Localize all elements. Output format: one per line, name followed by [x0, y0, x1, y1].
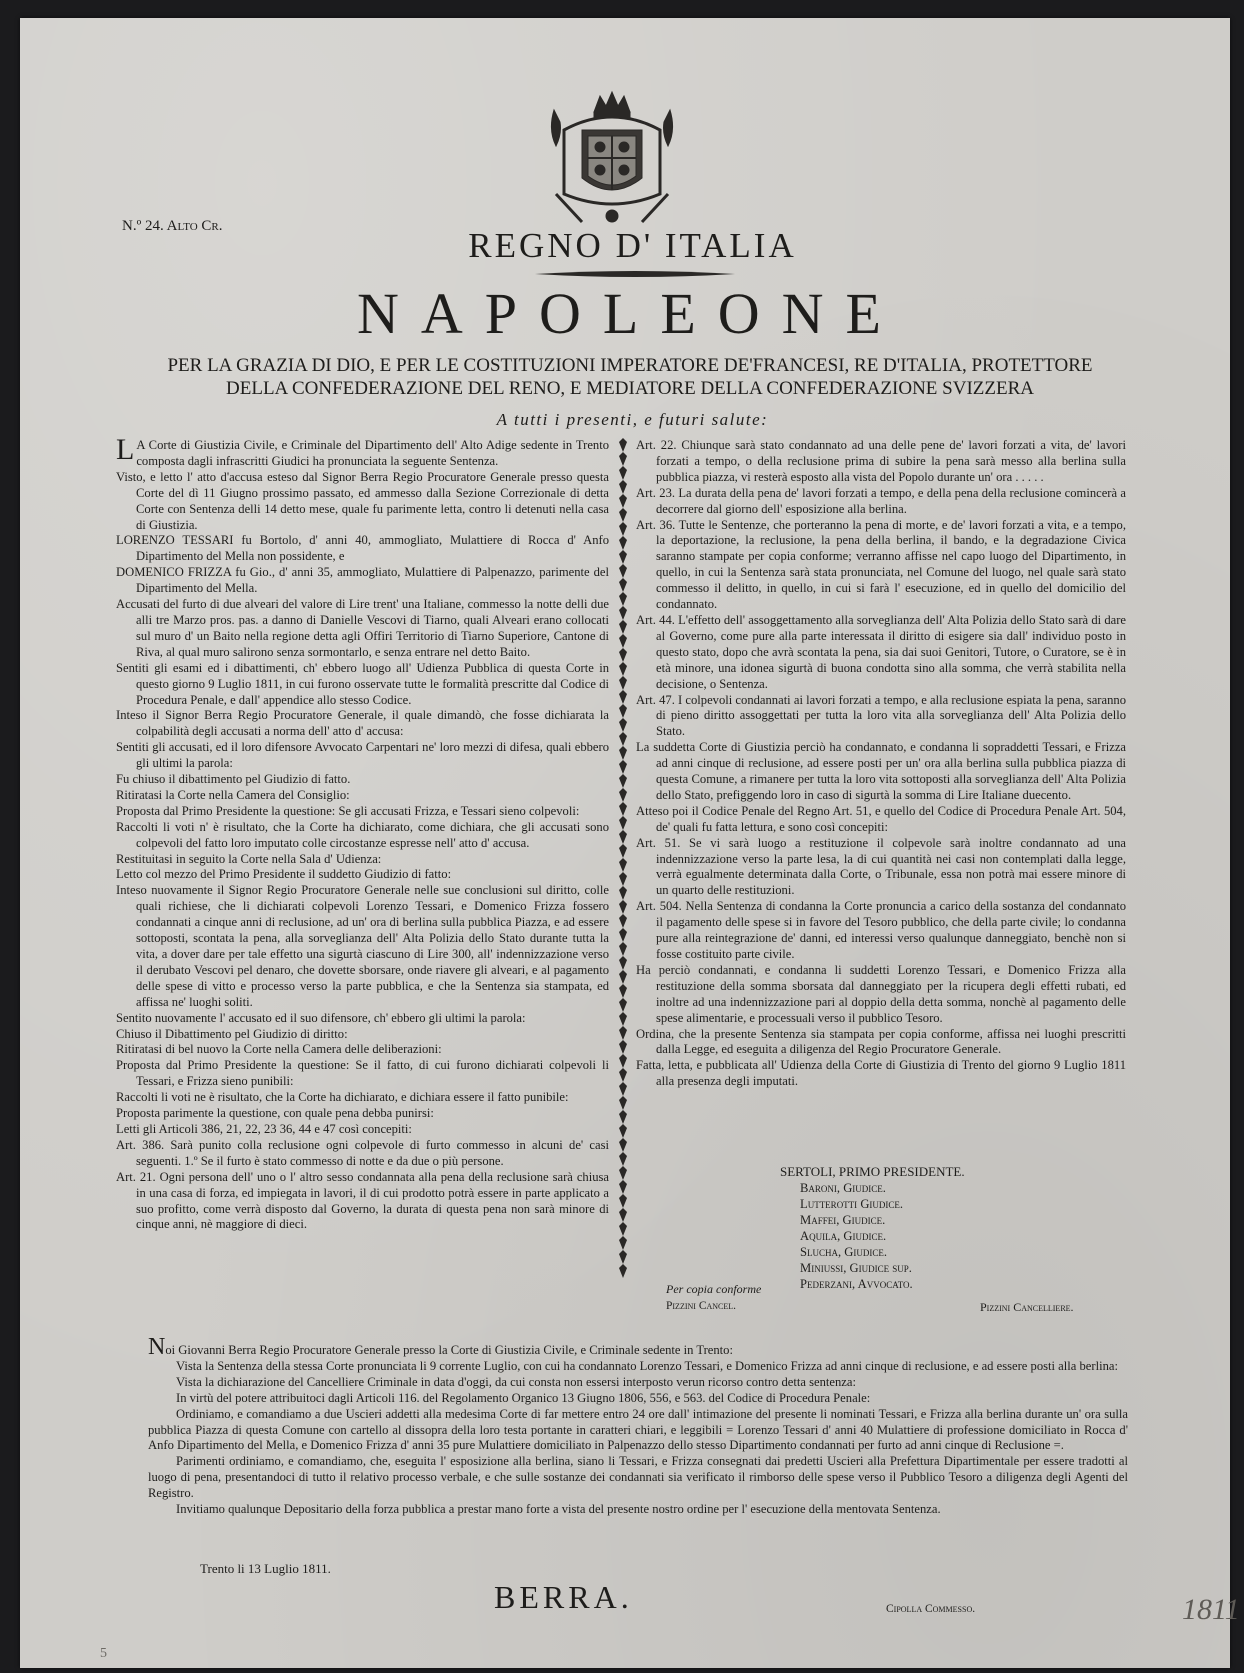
paragraph: L A Corte di Giustizia Civile, e Criminale del Dipartimento dell' Alto Adige sedente in Trento composta dagli infrascritti Giudici ha pronunciata la seguente Sentenza.: [116, 433, 609, 468]
paragraph: Chiuso il Dibattimento pel Giudizio di diritto:: [116, 1026, 348, 1041]
paragraph: Raccolti li voti n' è risultato, che la Corte ha dichiarato, come dichiara, che gli accusati sono colpevoli del fatto loro imputato colle circostanze espresse nell' atto d' accusa.: [116, 819, 609, 850]
paragraph: Proposta dal Primo Presidente la questione: Se gli accusati Frizza, e Tessari sieno colpevoli:: [116, 803, 580, 818]
handwritten-mark: 5: [100, 1646, 107, 1661]
paragraph: Art. 51. Se vi sarà luogo a restituzione il colpevole sarà inoltre condannato ad una indennizzazione verso la parte lesa, la di cui quantità nei casi non contemplati dalla legge, verrà egualmente determinata dalla Corte, o Tribunale, essa non potrà mai essere minore di un quarto delle restituzioni.: [636, 835, 1126, 898]
paragraph: Vista la Sentenza della stessa Corte pronunciata li 9 corrente Luglio, con cui ha condannato Lorenzo Tessari, e Domenico Frizza ad anni cinque di reclusione, e ad essere posti alla berlina:: [176, 1358, 1118, 1373]
paragraph: Accusati del furto di due alveari del valore di Lire trent' una Italiane, commesso la notte delli due alli tre Marzo pros. pas. a danno di Danielle Vescovi di Tiarno, quali Alveari erano collocati sul muro d' un Baito nella regione detta agli Offiri Territorio di Tiarno Superiore, Cantone di Riva, al qual muro salirono senza sormontarlo, e senza entrare nel detto Baito.: [116, 597, 609, 659]
paragraph: Sentiti gli accusati, ed il loro difensore Avvocato Carpentari ne' loro mezzi di difesa, quali ebbero gli ultimi la parola:: [116, 740, 609, 771]
procurator-signature: BERRA.: [494, 1579, 633, 1615]
paragraph: Art. 23. La durata della pena de' lavori forzati a tempo, e della pena della reclusione comincerà a decorrere dal giorno dell' esposizione alla berlina.: [636, 485, 1126, 516]
decree-intro: Noi Giovanni Berra Regio Procuratore Generale presso la Corte di Giustizia Civile, e Criminale sedente in Trento:: [148, 1334, 733, 1360]
paragraph: DOMENICO FRIZZA fu Gio., d' anni 35, ammogliato, Mulattiere di Palpenazzo, parimente del Dipartimento del Mella.: [116, 565, 609, 596]
paragraph: Inteso nuovamente il Signor Regio Procuratore Generale nelle sue conclusioni sul diritto, colle quali richiese, che li dichiarati colpevoli Lorenzo Tessari, e Domenico Frizza fossero condannati a cinque anni di reclusione, ad un' ora di berlina sulla pubblica Piazza, e ad essere sottoposti, scontata la pena, alla sorveglianza dell' Alta Polizia dello Stato durante tutta la vita, a dover dare per tale effetto una sigurtà ciascuno di Lire 300, all' indennizzazione verso il derubato Vescovi pel denaro, che dovette sborsare, onde riavere gli alveari, e al pagamento delle spese di vitto e processo verso la parte pubblica, e che la Sentenza sia stampata, ed affissa ne' luoghi soliti.: [116, 883, 609, 1009]
paragraph: In virtù del potere attribuitoci dagli Articoli 116. del Regolamento Organico 13 Giugno 1806, 556, e 563. del Codice di Procedura Penale:: [176, 1390, 871, 1405]
paragraph: LORENZO TESSARI fu Bortolo, d' anni 40, ammogliato, Mulattiere di Rocca d' Anfo Dipartimento del Mella non possidente, e: [116, 533, 609, 564]
judge-signature: Baroni, Giudice.: [800, 1181, 886, 1195]
paragraph: Ordina, che la presente Sentenza sia stampata per copia conforme, affissa nei luoghi prescritti dalla Legge, ed eseguita a diligenza del Regio Procuratore Generale.: [636, 1026, 1126, 1057]
paragraph: La suddetta Corte di Giustizia perciò ha condannato, e condanna li sopraddetti Tessari, e Frizza ad anni cinque di reclusione, ad essere posti per un' ora alla berlina sulla pubblica piazza di questa Comune, a rimanere per tutta la loro vita sottoposti alla sorveglianza dell' Alta Polizia dello Stato, prefiggendo loro in caso di sigurtà la somma di Lire Italiane duecento.: [636, 740, 1126, 802]
document-sheet: [20, 18, 1240, 1668]
paragraph: Sentito nuovamente l' accusato ed il suo difensore, ch' ebbero gli ultimi la parola:: [116, 1010, 526, 1025]
judge-signature: Pederzani, Avvocato.: [800, 1277, 913, 1291]
paragraph: Inteso il Signor Berra Regio Procuratore Generale, il quale dimandò, che fosse dichiarata la colpabilità degli accusati a norma dell' atto d' accusa:: [116, 708, 609, 739]
paragraph: Vista la dichiarazione del Cancelliere Criminale in data d'oggi, da cui consta non essersi interposto verun ricorso contro detta sentenza:: [176, 1374, 856, 1389]
imperial-styles: [130, 354, 1130, 400]
judge-signature: Maffei, Giudice.: [800, 1213, 886, 1227]
judges-list: [800, 1180, 1080, 1292]
greeting: A tutti i presenti, e futuri salute:: [496, 410, 769, 429]
paragraph: Art. 21. Ogni persona dell' uno o l' altro sesso condannata alla pena della reclusione sarà chiusa in una casa di forza, ed impiegata in lavori, il di cui prodotto potrà essere in parte applicato a suo profitto, come verrà disposto dal Governo, la durata di questa pena non sarà minore di cinque anni, nè maggiore di dieci.: [116, 1169, 609, 1232]
ornament-divider: [535, 270, 735, 278]
president-signature: SERTOLI, PRIMO PRESIDENTE.: [780, 1164, 965, 1179]
judge-signature: Miniussi, Giudice sup.: [800, 1261, 912, 1275]
paragraph: Art. 44. L'effetto dell' assoggettamento alla sorveglianza dell' Alta Polizia dello Stato sarà di dare al Governo, come pure alla parte interessata il diritto di esigere sia dall' individuo posto in questo stato, dopo che avrà scontata la pena, sia dai suoi Genitori, Tutore, o Curatore, se è in età minore, una idonea sigurtà di buona condotta sino alla somma, che verrà stabilita nella decisione, o Sentenza.: [636, 612, 1126, 691]
chancellor-signature: Pizzini Cancelliere.: [980, 1300, 1074, 1314]
decree-date: Trento li 13 Luglio 1811.: [200, 1561, 331, 1576]
reference-number: N.º 24. Alto Cr.: [122, 218, 223, 234]
drop-cap: L: [116, 433, 135, 466]
paragraph: Art. 22. Chiunque sarà stato condannato ad una delle pene de' lavori forzati a vita, de' lavori forzati a tempo, o della reclusione prima di subire la pena sarà messo alla berlina sulla pubblica piazza, vi resterà esposto alla vista del Popolo durante un' ora . . . . .: [636, 438, 1126, 484]
paragraph: Ordiniamo, e comandiamo a due Uscieri addetti alla medesima Corte di far mettere entro 24 ore dall' intimazione del presente li nominati Tessari, e Frizza alla berlina durante un' ora sulla pubblica Piazza di questa Comune con cartello al dissopra della loro testa portante in caratteri chiari, e leggibili = Lorenzo Tessari d' anni 40 Mulattiere di professione domiciliato in Rocca d' Anfo Dipartimento del Mella, e Domenico Frizza d' anni 35 pure Mulattiere domiciliato in Palpenazzo dello stesso Dipartimento condannati per furto ad anni cinque di Reclusione =.: [148, 1406, 1128, 1453]
clerk-signature: Cipolla Commesso.: [886, 1603, 976, 1615]
judge-signature: Lutterotti Giudice.: [800, 1197, 904, 1211]
handwritten-year: 1811: [1182, 1593, 1240, 1626]
drop-cap: N: [148, 1334, 166, 1360]
paragraph: Letti gli Articoli 386, 21, 22, 23 36, 44 e 47 così concepiti:: [116, 1121, 412, 1136]
judge-signature: Slucha, Giudice.: [800, 1245, 888, 1259]
paragraph: Atteso poi il Codice Penale del Regno Art. 51, e quello del Codice di Procedura Penale Art. 504, de' quali fu fatta lettura, e sono così concepiti:: [636, 803, 1126, 834]
paragraph: Ritiratasi di bel nuovo la Corte nella Camera delle deliberazioni:: [116, 1042, 442, 1057]
styles-line-1: PER LA GRAZIA DI DIO, E PER LE COSTITUZIONI IMPERATORE DE'FRANCESI, RE D'ITALIA, PROTETTORE: [167, 355, 1093, 376]
styles-line-2: DELLA CONFEDERAZIONE DEL RENO, E MEDIATORE DELLA CONFEDERAZIONE SVIZZERA: [226, 378, 1034, 399]
paragraph: Fatta, letta, e pubblicata all' Udienza della Corte di Giustizia di Trento del giorno 9 Luglio 1811 alla presenza degli imputati.: [636, 1058, 1126, 1089]
emperor-name: NAPOLEONE: [357, 281, 903, 346]
kingdom-title: REGNO D' ITALIA: [468, 226, 797, 265]
paragraph: Letto col mezzo del Primo Presidente il suddetto Giudizio di fatto:: [116, 867, 452, 882]
paragraph: Raccolti li voti ne è risultato, che la Corte ha dichiarato, e dichiara essere il fatto punibile:: [116, 1090, 569, 1105]
paragraph: Restituitasi in seguito la Corte nella Sala d' Udienza:: [116, 851, 382, 866]
judge-signature: Aquila, Giudice.: [800, 1229, 887, 1243]
paragraph: Parimenti ordiniamo, e comandiamo, che, eseguita l' esposizione alla berlina, siano li Tessari, e Frizza consegnati dai predetti Uscieri alla Prefettura Dipartimentale per essere tradotti al luogo di pena, presentandoci di tutto il relativo processo verbale, e che sulle sostanze dei condannati sia verificato il rimborso delle spese verso il Pubblico Tesoro a diligenza degli Agenti del Registro.: [148, 1454, 1128, 1501]
column-divider-chain: [618, 438, 628, 1278]
paragraph: Art. 386. Sarà punito colla reclusione ogni colpevole di furto commesso in alcuni de' casi seguenti. 1.º Se il furto è stato commesso di notte e da due o più persone.: [116, 1137, 609, 1168]
paragraph: Sentiti gli esami ed i dibattimenti, ch' ebbero luogo all' Udienza Pubblica di questa Corte in questo giorno 9 Luglio 1811, in cui furono osservate tutte le formalità prescritte dal Codice di Procedura Penale, e dall' appendice allo stesso Codice.: [116, 660, 609, 707]
court-signatures: [780, 1164, 1080, 1292]
paragraph: Proposta dal Primo Presidente la questione: Se il fatto, di cui furono dichiarati colpevoli li Tessari, e Frizza sieno punibili:: [116, 1058, 609, 1089]
paragraph: Ha perciò condannati, e condanna li suddetti Lorenzo Tessari, e Domenico Frizza alla restituzione della somma sborsata dal danneggiato per la ricupera degli effetti rubati, ed inoltre ad una indennizzazione pari al doppio della detta somma, nonchè al pagamento delle spese alimentarie, e processuali verso il pubblico Tesoro.: [636, 962, 1126, 1025]
paragraph: Proposta parimente la questione, con quale pena debba punirsi:: [116, 1106, 434, 1121]
copy-conform-note: Per copia conforme: [666, 1282, 762, 1296]
sentence-right-column: [636, 438, 1126, 1090]
paragraph: Art. 504. Nella Sentenza di condanna la Corte pronuncia a carico della sostanza del condannato il pagamento delle spese si in favore del Tesoro pubblico, che della parte civile; lo condanna pure alla reintegrazione de' danni, ed interessi verso qualunque danneggiato, benchè non si fosse costituito parte civile.: [636, 899, 1126, 961]
sentence-left-column: [116, 433, 609, 1233]
paragraph: Fu chiuso il dibattimento pel Giudizio di fatto.: [116, 772, 351, 787]
procurator-decree: [148, 1334, 1128, 1518]
paragraph: Visto, e letto l' atto d'accusa esteso dal Signor Berra Regio Procuratore Generale presso questa Corte del dì 11 Giugno prossimo passato, ed ammesso dalla Sezione Correzionale di detta Corte con Sentenza delli 14 detto mese, quale fu parimente letta, contro li detenuti nella casa di Giustizia.: [116, 469, 609, 532]
copy-signature: Pizzini Cancel.: [666, 1300, 737, 1312]
coat-of-arms-icon: [542, 90, 682, 230]
paragraph: Art. 36. Tutte le Sentenze, che porteranno la pena di morte, e de' lavori forzati a vita, e a tempo, la deportazione, la reclusione, la pena della berlina, il bando, e la degradazione Civica saranno stampate per copia conforme; verranno affisse nel capo luogo del Dipartimento, in quello, in cui la Sentenza sarà stata pronunciata, nel Comune del luogo, nel quale sarà stato commesso il delitto, in quello, in cui si farà l' esecuzione, ed in quello del domicilio del condannato.: [636, 517, 1126, 612]
paragraph: Ritiratasi la Corte nella Camera del Consiglio:: [116, 787, 350, 802]
paragraph: Art. 47. I colpevoli condannati ai lavori forzati a tempo, e alla reclusione espiata la pena, saranno di pieno diritto assoggettati per tutta la loro vita alla sorveglianza dell' Alta Polizia dello Stato.: [636, 692, 1126, 739]
paragraph: Invitiamo qualunque Depositario della forza pubblica a prestar mano forte a vista del presente nostro ordine per l' esecuzione della mentovata Sentenza.: [176, 1502, 941, 1517]
